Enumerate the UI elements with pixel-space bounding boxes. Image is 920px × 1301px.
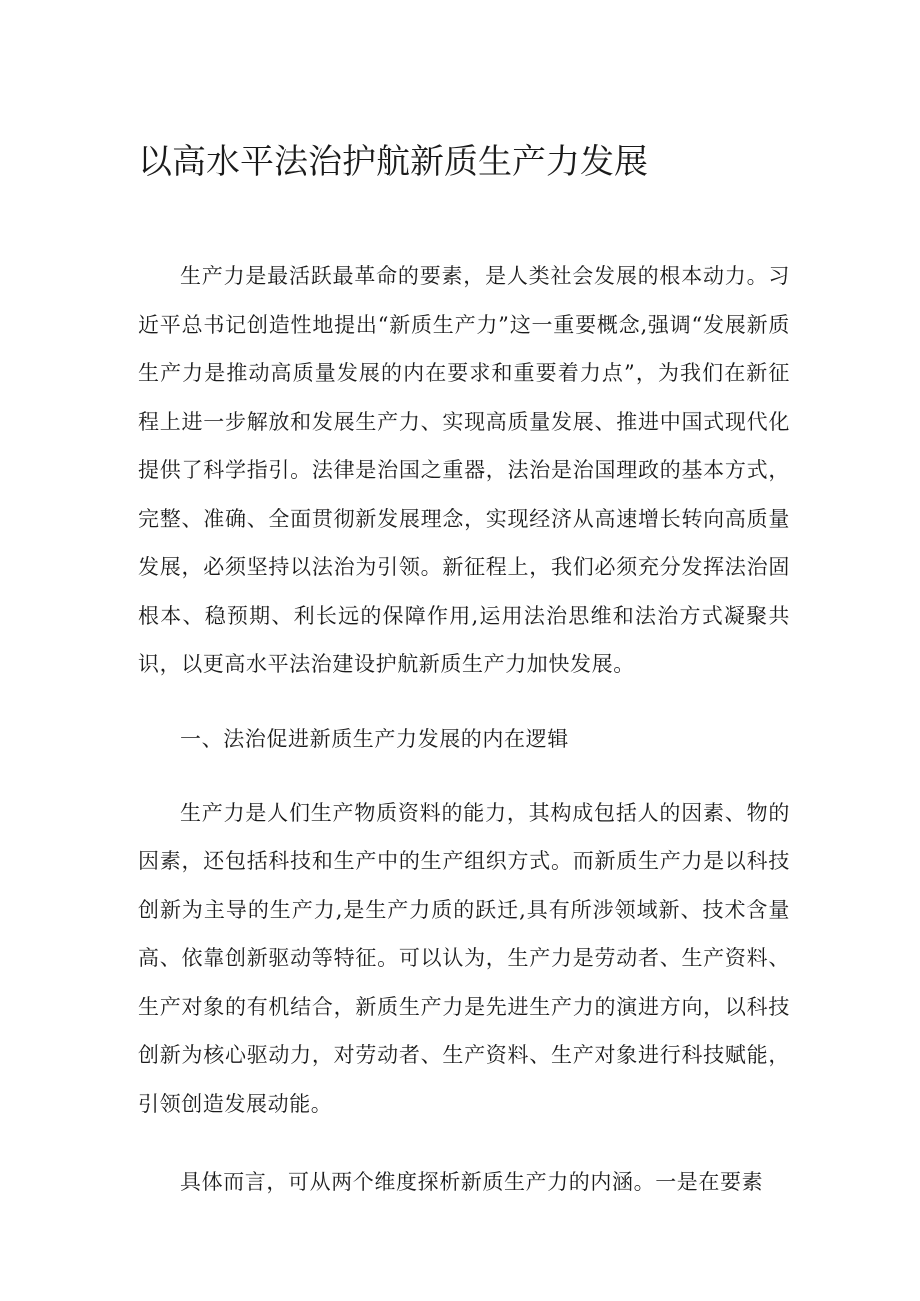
section-heading-1: 一、法治促进新质生产力发展的内在逻辑 bbox=[180, 726, 569, 751]
intro-paragraph: 生产力是最活跃最革命的要素，是人类社会发展的根本动力。习近平总书记创造性地提出“新质生产力”这一重要概念,强调“发展新质生产力是推动高质量发展的内在要求和重要着力点”，为我们在新征程上进一步解放和发展生产力、实现高质量发展、推进中国式现代化提供了科学指引。法律是治国之重器，法治是治国理政的基本方式，完整、准确、全面贯彻新发展理念，实现经济从高速增长转向高质量发展，必须坚持以法治为引领。新征程上，我们必须充分发挥法治固根本、稳预期、利长远的保障作用,运用法治思维和法治方式凝聚共识，以更高水平法治建设护航新质生产力加快发展。 bbox=[138, 264, 790, 676]
section-1-paragraph-1: 生产力是人们生产物质资料的能力，其构成包括人的因素、物的因素，还包括科技和生产中的生产组织方式。而新质生产力是以科技创新为主导的生产力,是生产力质的跃迁,具有所涉领域新、技术含量高、依靠创新驱动等特征。可以认为，生产力是劳动者、生产资料、生产对象的有机结合，新质生产力是先进生产力的演进方向，以科技创新为核心驱动力，对劳动者、生产资料、生产对象进行科技赋能，引领创造发展动能。 bbox=[138, 800, 790, 1116]
document-body bbox=[138, 252, 790, 1237]
section-1-paragraph-2: 具体而言，可从两个维度探析新质生产力的内涵。一是在要素 bbox=[180, 1170, 764, 1194]
document-title: 以高水平法治护航新质生产力发展 bbox=[138, 142, 648, 182]
